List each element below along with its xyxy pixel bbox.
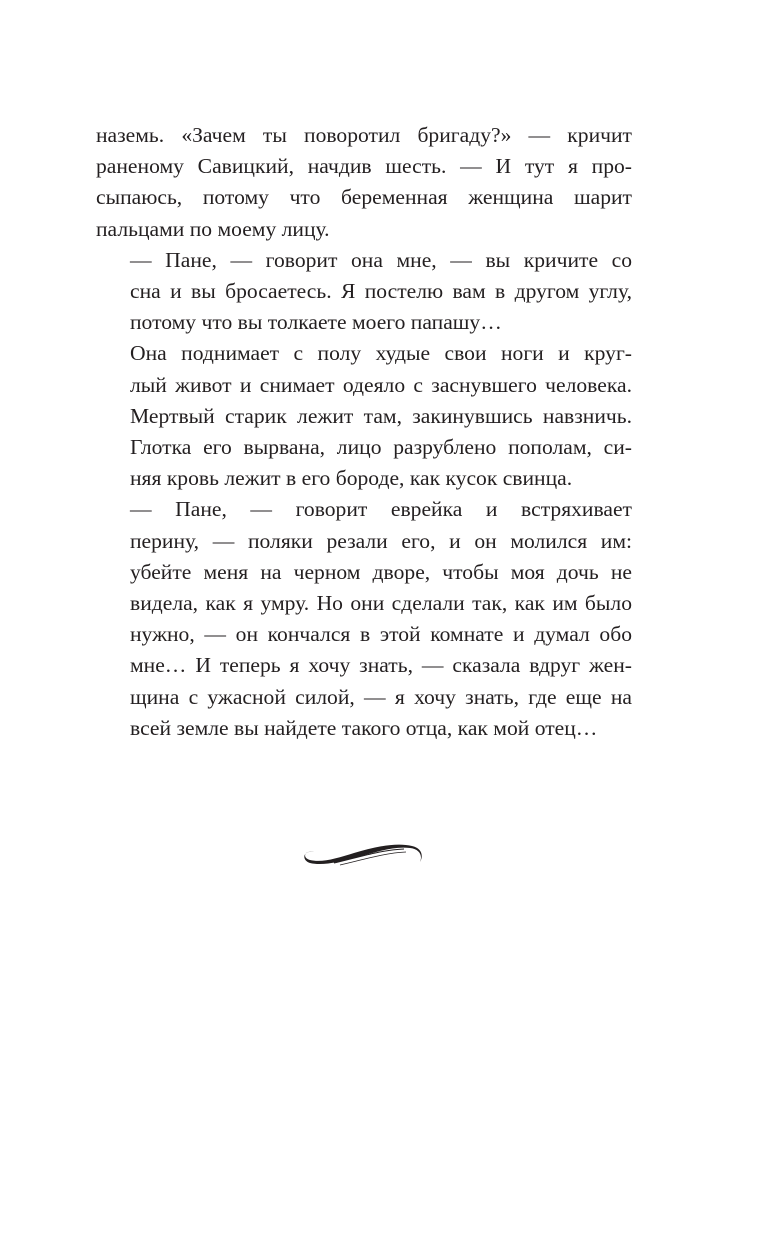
paragraph-2 <box>96 245 632 339</box>
text-line: — Пане, — говорит она мне, — вы кричите со <box>130 247 632 272</box>
text-line: сыпаюсь, потому что беременная женщина шарит <box>96 185 632 210</box>
paragraph-4 <box>96 494 632 744</box>
text-line: нужно, — он кончался в этой комнате и думал обо <box>130 622 632 647</box>
text-line: перину, — поляки резали его, и он молился им: <box>130 528 632 553</box>
text-line: Она поднимает с полу худые свои ноги и круг- <box>130 341 632 366</box>
paragraph-1 <box>96 120 632 245</box>
text-line: всей земле вы найдете такого отца, как мой отец… <box>130 715 598 740</box>
text-line: лый живот и снимает одеяло с заснувшего человека. <box>130 372 632 397</box>
text-line: потому что вы толкаете моего папашу… <box>130 310 502 335</box>
text-line: сна и вы бросаетесь. Я постелю вам в другом углу, <box>130 279 632 304</box>
text-line: убейте меня на черном дворе, чтобы моя дочь не <box>130 559 632 584</box>
text-line: Глотка его вырвана, лицо разрублено пополам, си- <box>130 435 632 460</box>
paragraph-3 <box>96 338 632 494</box>
text-line: пальцами по моему лицу. <box>96 216 330 241</box>
flourish-icon <box>300 838 426 870</box>
text-line: видела, как я умру. Но они сделали так, как им было <box>130 591 632 616</box>
text-line: няя кровь лежит в его бороде, как кусок свинца. <box>130 466 573 491</box>
body-text <box>96 120 632 744</box>
text-line: — Пане, — говорит еврейка и встряхивает <box>130 497 632 522</box>
text-line: раненому Савицкий, начдив шесть. — И тут я про- <box>96 154 632 179</box>
text-line: наземь. «Зачем ты поворотил бригаду?» — кричит <box>96 123 632 147</box>
text-line: Мертвый старик лежит там, закинувшись навзничь. <box>130 403 632 428</box>
text-line: щина с ужасной силой, — я хочу знать, где еще на <box>130 684 632 709</box>
text-line: мне… И теперь я хочу знать, — сказала вдруг жен- <box>130 653 632 678</box>
